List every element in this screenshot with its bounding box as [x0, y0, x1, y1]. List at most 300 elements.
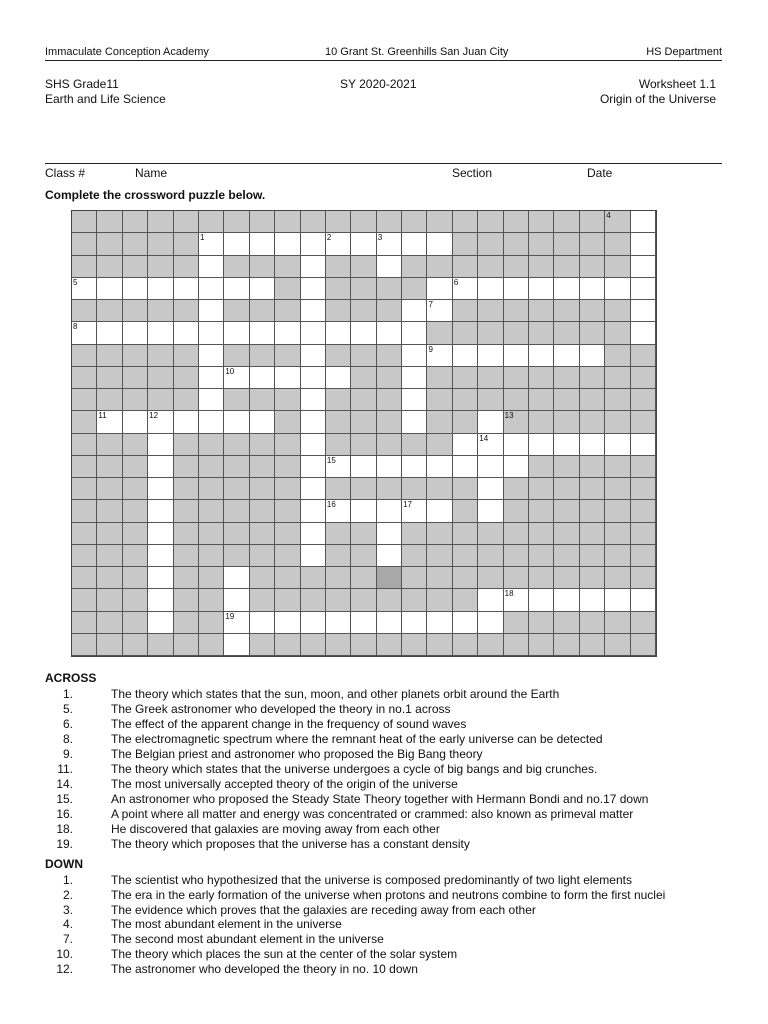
answer-cell[interactable] — [148, 411, 173, 433]
answer-cell[interactable] — [199, 300, 224, 322]
answer-cell[interactable] — [580, 278, 605, 300]
answer-cell[interactable] — [326, 367, 351, 389]
block-cell — [326, 411, 351, 433]
answer-cell[interactable] — [275, 367, 300, 389]
block-cell — [351, 278, 376, 300]
block-cell — [351, 523, 376, 545]
clue-text: The era in the early formation of the universe when protons and neutrons combine to form the first nuclei — [111, 887, 666, 902]
answer-cell[interactable] — [301, 233, 326, 255]
answer-cell[interactable] — [631, 322, 656, 344]
clue-number-label: 3 — [377, 233, 383, 243]
block-cell — [351, 389, 376, 411]
answer-cell[interactable] — [605, 589, 630, 611]
answer-cell[interactable] — [402, 233, 427, 255]
block-cell — [554, 233, 579, 255]
block-cell — [199, 612, 224, 634]
clue-number-label: 1 — [199, 233, 205, 243]
block-cell — [174, 478, 199, 500]
answer-cell[interactable] — [554, 345, 579, 367]
block-cell — [326, 389, 351, 411]
clue-number: 18. — [56, 822, 73, 836]
answer-cell[interactable] — [427, 456, 452, 478]
block-cell — [326, 211, 351, 233]
block-cell — [123, 567, 148, 589]
block-cell — [504, 322, 529, 344]
answer-cell[interactable] — [224, 278, 249, 300]
answer-cell[interactable] — [351, 500, 376, 522]
block-cell — [199, 589, 224, 611]
answer-cell[interactable] — [123, 411, 148, 433]
block-cell — [123, 211, 148, 233]
block-cell — [72, 567, 97, 589]
answer-cell[interactable] — [301, 389, 326, 411]
answer-cell[interactable] — [148, 278, 173, 300]
answer-cell[interactable] — [301, 545, 326, 567]
answer-cell[interactable] — [326, 500, 351, 522]
block-cell — [174, 345, 199, 367]
answer-cell[interactable] — [351, 612, 376, 634]
answer-cell[interactable] — [402, 612, 427, 634]
answer-cell[interactable] — [351, 456, 376, 478]
answer-cell[interactable] — [402, 456, 427, 478]
block-cell — [174, 589, 199, 611]
answer-cell[interactable] — [377, 233, 402, 255]
block-cell — [123, 434, 148, 456]
answer-cell[interactable] — [504, 434, 529, 456]
answer-cell[interactable] — [427, 300, 452, 322]
block-cell — [275, 567, 300, 589]
answer-cell[interactable] — [275, 233, 300, 255]
block-cell — [377, 589, 402, 611]
answer-cell[interactable] — [97, 322, 122, 344]
clue-text: The theory which states that the universe undergoes a cycle of big bangs and big crunches. — [111, 762, 598, 776]
answer-cell[interactable] — [453, 434, 478, 456]
block-cell — [529, 233, 554, 255]
answer-cell[interactable] — [224, 567, 249, 589]
block-cell — [427, 567, 452, 589]
answer-cell[interactable] — [478, 612, 503, 634]
block-cell — [250, 478, 275, 500]
clue-text: The Belgian priest and astronomer who proposed the Big Bang theory — [111, 747, 483, 761]
block-cell — [97, 367, 122, 389]
block-cell — [631, 545, 656, 567]
answer-cell[interactable] — [250, 233, 275, 255]
answer-cell[interactable] — [250, 367, 275, 389]
answer-cell[interactable] — [199, 411, 224, 433]
answer-cell[interactable] — [631, 434, 656, 456]
answer-cell[interactable] — [377, 612, 402, 634]
block-cell — [123, 456, 148, 478]
answer-cell[interactable] — [504, 589, 529, 611]
block-cell — [97, 612, 122, 634]
answer-cell[interactable] — [326, 456, 351, 478]
clue-number-label: 2 — [326, 233, 332, 243]
answer-cell[interactable] — [478, 278, 503, 300]
block-cell — [148, 300, 173, 322]
block-cell — [174, 634, 199, 656]
block-cell — [72, 211, 97, 233]
answer-cell[interactable] — [504, 345, 529, 367]
block-cell — [72, 545, 97, 567]
answer-cell[interactable] — [301, 300, 326, 322]
answer-cell[interactable] — [224, 367, 249, 389]
answer-cell[interactable] — [199, 322, 224, 344]
answer-cell[interactable] — [224, 322, 249, 344]
block-cell — [97, 567, 122, 589]
answer-cell[interactable] — [427, 612, 452, 634]
clue-number: 8. — [62, 732, 73, 746]
answer-cell[interactable] — [478, 345, 503, 367]
answer-cell[interactable] — [402, 345, 427, 367]
clue-number-label: 13 — [504, 411, 514, 421]
clue-text: The theory which states that the sun, moon, and other planets orbit around the Earth — [111, 687, 560, 701]
answer-cell[interactable] — [148, 500, 173, 522]
block-cell — [554, 567, 579, 589]
answer-cell[interactable] — [250, 411, 275, 433]
answer-cell[interactable] — [301, 478, 326, 500]
answer-cell[interactable] — [631, 278, 656, 300]
block-cell — [453, 523, 478, 545]
block-cell — [275, 523, 300, 545]
answer-cell[interactable] — [554, 434, 579, 456]
block-cell — [580, 456, 605, 478]
down-heading: DOWN — [45, 857, 83, 871]
block-cell — [478, 322, 503, 344]
block-cell — [529, 523, 554, 545]
block-cell — [72, 478, 97, 500]
answer-cell[interactable] — [72, 278, 97, 300]
answer-cell[interactable] — [148, 523, 173, 545]
block-cell — [580, 233, 605, 255]
answer-cell[interactable] — [478, 589, 503, 611]
block-cell — [326, 523, 351, 545]
instruction: Complete the crossword puzzle below. — [45, 188, 266, 202]
block-cell — [326, 478, 351, 500]
answer-cell[interactable] — [427, 233, 452, 255]
answer-cell[interactable] — [301, 612, 326, 634]
answer-cell[interactable] — [580, 589, 605, 611]
answer-cell[interactable] — [275, 322, 300, 344]
answer-cell[interactable] — [250, 278, 275, 300]
answer-cell[interactable] — [301, 322, 326, 344]
school-address: 10 Grant St. Greenhills San Juan City — [325, 46, 509, 58]
block-cell — [554, 612, 579, 634]
block-cell — [453, 256, 478, 278]
block-cell — [478, 634, 503, 656]
answer-cell[interactable] — [123, 322, 148, 344]
block-cell — [377, 567, 402, 589]
answer-cell[interactable] — [478, 478, 503, 500]
block-cell — [148, 233, 173, 255]
block-cell — [605, 367, 630, 389]
answer-cell[interactable] — [377, 545, 402, 567]
answer-cell[interactable] — [351, 322, 376, 344]
block-cell — [250, 634, 275, 656]
answer-cell[interactable] — [301, 345, 326, 367]
answer-cell[interactable] — [402, 367, 427, 389]
answer-cell[interactable] — [402, 411, 427, 433]
subject: Earth and Life Science — [45, 92, 166, 106]
worksheet-number: Worksheet 1.1 — [638, 77, 716, 91]
block-cell — [351, 256, 376, 278]
block-cell — [148, 345, 173, 367]
block-cell — [453, 545, 478, 567]
answer-cell[interactable] — [377, 256, 402, 278]
answer-cell[interactable] — [148, 612, 173, 634]
block-cell — [453, 589, 478, 611]
block-cell — [250, 300, 275, 322]
answer-cell[interactable] — [631, 211, 656, 233]
clue-number-label: 7 — [428, 300, 433, 309]
block-cell — [174, 233, 199, 255]
block-cell — [72, 523, 97, 545]
block-cell — [580, 634, 605, 656]
answer-cell[interactable] — [326, 233, 351, 255]
answer-cell[interactable] — [199, 367, 224, 389]
answer-cell[interactable] — [427, 278, 452, 300]
block-cell — [504, 478, 529, 500]
answer-cell[interactable] — [199, 345, 224, 367]
block-cell — [580, 478, 605, 500]
block-cell — [504, 523, 529, 545]
answer-cell[interactable] — [554, 589, 579, 611]
clue-number-label: 5 — [73, 277, 78, 287]
answer-cell[interactable] — [529, 278, 554, 300]
clue-text: The astronomer who developed the theory in no. 10 down — [111, 961, 418, 976]
block-cell — [580, 612, 605, 634]
block-cell — [453, 389, 478, 411]
clue-number: 1. — [62, 873, 73, 887]
clue-number: 2. — [62, 887, 73, 902]
block-cell — [377, 478, 402, 500]
block-cell — [529, 545, 554, 567]
block-cell — [554, 500, 579, 522]
clue-number-label: 15 — [326, 455, 336, 465]
block-cell — [504, 500, 529, 522]
answer-cell[interactable] — [301, 523, 326, 545]
answer-cell[interactable] — [631, 256, 656, 278]
block-cell — [377, 411, 402, 433]
answer-cell[interactable] — [224, 634, 249, 656]
answer-cell[interactable] — [72, 322, 97, 344]
answer-cell[interactable] — [174, 322, 199, 344]
block-cell — [72, 300, 97, 322]
block-cell — [174, 545, 199, 567]
block-cell — [402, 589, 427, 611]
block-cell — [97, 500, 122, 522]
answer-cell[interactable] — [326, 612, 351, 634]
answer-cell[interactable] — [148, 478, 173, 500]
answer-cell[interactable] — [301, 278, 326, 300]
block-cell — [631, 634, 656, 656]
clue-number-label: 6 — [453, 277, 459, 287]
answer-cell[interactable] — [148, 589, 173, 611]
answer-cell[interactable] — [504, 456, 529, 478]
block-cell — [554, 256, 579, 278]
block-cell — [326, 567, 351, 589]
clue-number: 9. — [62, 747, 73, 761]
answer-cell[interactable] — [250, 612, 275, 634]
answer-cell[interactable] — [453, 456, 478, 478]
block-cell — [148, 389, 173, 411]
block-cell — [351, 367, 376, 389]
block-cell — [275, 211, 300, 233]
block-cell — [250, 523, 275, 545]
answer-cell[interactable] — [275, 612, 300, 634]
block-cell — [554, 211, 579, 233]
block-cell — [301, 589, 326, 611]
clue-number: 12. — [56, 961, 73, 976]
answer-cell[interactable] — [402, 322, 427, 344]
answer-cell[interactable] — [453, 278, 478, 300]
answer-cell[interactable] — [504, 278, 529, 300]
block-cell — [326, 545, 351, 567]
block-cell — [199, 500, 224, 522]
answer-cell[interactable] — [148, 545, 173, 567]
answer-cell[interactable] — [148, 434, 173, 456]
block-cell — [402, 278, 427, 300]
answer-cell[interactable] — [97, 411, 122, 433]
answer-cell[interactable] — [148, 567, 173, 589]
block-cell — [529, 256, 554, 278]
answer-cell[interactable] — [224, 612, 249, 634]
answer-cell[interactable] — [174, 278, 199, 300]
block-cell — [453, 500, 478, 522]
block-cell — [580, 300, 605, 322]
answer-cell[interactable] — [123, 278, 148, 300]
block-cell — [199, 211, 224, 233]
block-cell — [123, 589, 148, 611]
answer-cell[interactable] — [199, 389, 224, 411]
block-cell — [402, 256, 427, 278]
answer-cell[interactable] — [174, 411, 199, 433]
answer-cell[interactable] — [580, 345, 605, 367]
answer-cell[interactable] — [377, 456, 402, 478]
block-cell — [72, 345, 97, 367]
answer-cell[interactable] — [605, 278, 630, 300]
block-cell — [301, 211, 326, 233]
clue-text: The evidence which proves that the galaxies are receding away from each other — [111, 902, 536, 917]
block-cell — [224, 389, 249, 411]
block-cell — [427, 256, 452, 278]
block-cell — [605, 211, 630, 233]
block-cell — [631, 345, 656, 367]
block-cell — [427, 367, 452, 389]
clue-number: 5. — [62, 702, 73, 716]
block-cell — [351, 634, 376, 656]
answer-cell[interactable] — [554, 278, 579, 300]
clue-text: The theory which proposes that the universe has a constant density — [111, 837, 470, 851]
block-cell — [402, 523, 427, 545]
answer-cell[interactable] — [453, 345, 478, 367]
school-year: SY 2020-2021 — [340, 77, 417, 91]
answer-cell[interactable] — [148, 456, 173, 478]
answer-cell[interactable] — [351, 233, 376, 255]
answer-cell[interactable] — [377, 500, 402, 522]
block-cell — [97, 300, 122, 322]
answer-cell[interactable] — [402, 500, 427, 522]
answer-cell[interactable] — [326, 322, 351, 344]
block-cell — [199, 456, 224, 478]
answer-cell[interactable] — [301, 256, 326, 278]
clue-number: 19. — [56, 837, 73, 851]
block-cell — [453, 300, 478, 322]
block-cell — [174, 256, 199, 278]
block-cell — [351, 589, 376, 611]
answer-cell[interactable] — [199, 233, 224, 255]
answer-cell[interactable] — [427, 500, 452, 522]
answer-cell[interactable] — [402, 389, 427, 411]
answer-cell[interactable] — [199, 256, 224, 278]
block-cell — [250, 589, 275, 611]
answer-cell[interactable] — [631, 589, 656, 611]
block-cell — [174, 523, 199, 545]
answer-cell[interactable] — [224, 411, 249, 433]
answer-cell[interactable] — [97, 278, 122, 300]
answer-cell[interactable] — [377, 322, 402, 344]
block-cell — [250, 434, 275, 456]
block-cell — [377, 634, 402, 656]
answer-cell[interactable] — [478, 500, 503, 522]
answer-cell[interactable] — [580, 434, 605, 456]
block-cell — [275, 411, 300, 433]
answer-cell[interactable] — [250, 322, 275, 344]
clue-number-label: 19 — [225, 611, 235, 621]
block-cell — [580, 211, 605, 233]
block-cell — [326, 345, 351, 367]
block-cell — [605, 322, 630, 344]
answer-cell[interactable] — [224, 589, 249, 611]
block-cell — [72, 456, 97, 478]
block-cell — [123, 478, 148, 500]
answer-cell[interactable] — [148, 322, 173, 344]
answer-cell[interactable] — [427, 345, 452, 367]
answer-cell[interactable] — [478, 411, 503, 433]
answer-cell[interactable] — [453, 612, 478, 634]
answer-cell[interactable] — [529, 434, 554, 456]
answer-cell[interactable] — [224, 233, 249, 255]
answer-cell[interactable] — [301, 411, 326, 433]
block-cell — [275, 256, 300, 278]
block-cell — [250, 545, 275, 567]
answer-cell[interactable] — [301, 367, 326, 389]
answer-cell[interactable] — [529, 589, 554, 611]
answer-cell[interactable] — [631, 233, 656, 255]
answer-cell[interactable] — [605, 434, 630, 456]
answer-cell[interactable] — [478, 434, 503, 456]
block-cell — [199, 478, 224, 500]
answer-cell[interactable] — [301, 456, 326, 478]
block-cell — [275, 345, 300, 367]
answer-cell[interactable] — [199, 278, 224, 300]
answer-cell[interactable] — [301, 500, 326, 522]
block-cell — [529, 500, 554, 522]
clue-text: The most universally accepted theory of the origin of the universe — [111, 777, 458, 791]
block-cell — [554, 456, 579, 478]
answer-cell[interactable] — [478, 456, 503, 478]
answer-cell[interactable] — [377, 523, 402, 545]
answer-cell[interactable] — [529, 345, 554, 367]
worksheet-topic: Origin of the Universe — [599, 92, 716, 106]
answer-cell[interactable] — [301, 434, 326, 456]
block-cell — [478, 545, 503, 567]
answer-cell[interactable] — [631, 300, 656, 322]
across-heading: ACROSS — [45, 671, 97, 685]
block-cell — [580, 567, 605, 589]
block-cell — [351, 567, 376, 589]
block-cell — [72, 233, 97, 255]
answer-cell[interactable] — [402, 300, 427, 322]
